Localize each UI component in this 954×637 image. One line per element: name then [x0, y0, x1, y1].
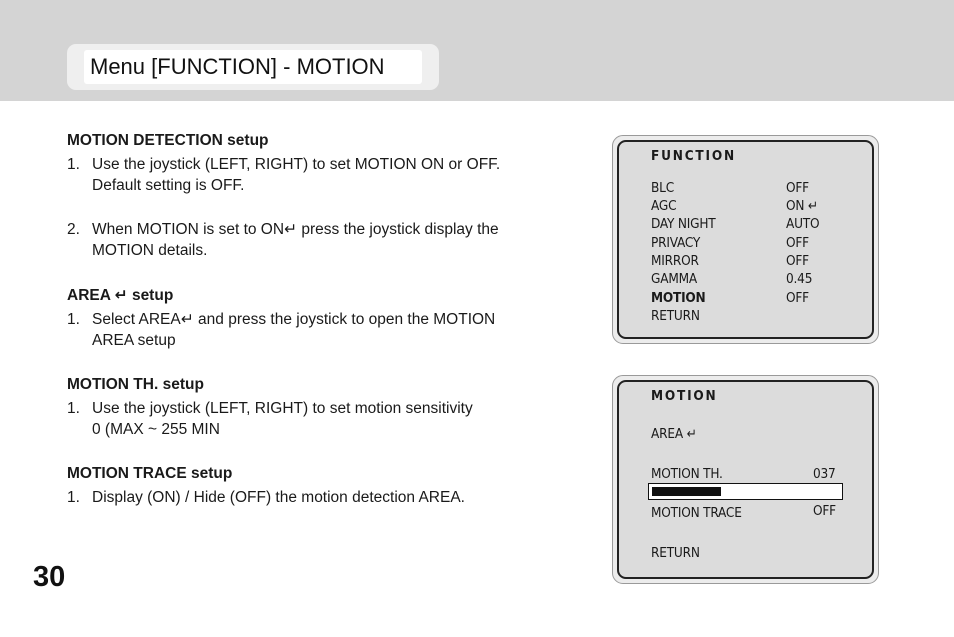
item-number: 1.: [67, 311, 80, 328]
menu-item-area[interactable]: AREA ↵: [651, 426, 697, 442]
item-line: Display (ON) / Hide (OFF) the motion detection AREA.: [92, 489, 465, 506]
menu-value-motion: OFF: [786, 290, 809, 306]
menu-item-gamma[interactable]: GAMMA: [651, 271, 697, 287]
function-menu-title: FUNCTION: [651, 148, 736, 164]
menu-item-motion-trace[interactable]: MOTION TRACE: [651, 505, 742, 521]
motion-th-slider-fill: [652, 487, 721, 496]
list-item: [67, 155, 537, 196]
section-heading: AREA ↵ setup: [67, 287, 174, 304]
menu-item-motion-th[interactable]: MOTION TH.: [651, 466, 723, 482]
menu-value-day-night: AUTO: [786, 216, 820, 232]
item-number: 2.: [67, 221, 80, 238]
menu-value-mirror: OFF: [786, 253, 809, 269]
section-motion-detection: [67, 131, 537, 261]
menu-value-gamma: 0.45: [786, 271, 813, 287]
motion-menu-title: MOTION: [651, 388, 718, 404]
item-line: When MOTION is set to ON↵ press the joystick display the: [92, 221, 499, 238]
menu-value-blc: OFF: [786, 180, 809, 196]
menu-item-blc[interactable]: BLC: [651, 180, 674, 196]
section-motion-trace: [67, 464, 537, 509]
section-motion-th: [67, 375, 537, 440]
section-heading: MOTION DETECTION setup: [67, 132, 269, 149]
menu-item-return-motion[interactable]: RETURN: [651, 545, 700, 561]
item-line: Default setting is OFF.: [92, 176, 245, 194]
menu-item-agc[interactable]: AGC: [651, 198, 677, 214]
motion-th-slider[interactable]: [648, 483, 843, 500]
page-number: 30: [33, 561, 66, 593]
list-item: [67, 310, 537, 351]
menu-item-mirror[interactable]: MIRROR: [651, 253, 699, 269]
list-item: [67, 399, 537, 440]
menu-item-return[interactable]: RETURN: [651, 308, 700, 324]
section-area: [67, 286, 537, 351]
menu-value-privacy: OFF: [786, 235, 809, 251]
item-line: AREA setup: [92, 331, 176, 349]
item-line: MOTION details.: [92, 241, 208, 259]
instructions: [67, 131, 537, 509]
section-heading: MOTION TH. setup: [67, 376, 204, 393]
item-line: 0 (MAX ~ 255 MIN: [92, 420, 220, 438]
list-item: [67, 220, 537, 261]
menu-value-agc: ON ↵: [786, 198, 818, 214]
section-heading: MOTION TRACE setup: [67, 465, 233, 482]
menu-item-day-night[interactable]: DAY NIGHT: [651, 216, 716, 232]
list-item: [67, 488, 537, 509]
item-line: Select AREA↵ and press the joystick to open the MOTION: [92, 311, 496, 328]
item-number: 1.: [67, 489, 80, 506]
item-number: 1.: [67, 400, 80, 417]
item-number: 1.: [67, 156, 80, 173]
menu-item-privacy[interactable]: PRIVACY: [651, 235, 701, 251]
item-line: Use the joystick (LEFT, RIGHT) to set motion sensitivity: [92, 400, 473, 417]
item-line: Use the joystick (LEFT, RIGHT) to set MOTION ON or OFF.: [92, 156, 501, 173]
menu-item-motion[interactable]: MOTION: [651, 290, 706, 306]
motion-th-value: 037: [813, 466, 836, 482]
page-title: Menu [FUNCTION] - MOTION: [84, 50, 422, 84]
motion-trace-value: OFF: [813, 503, 836, 519]
